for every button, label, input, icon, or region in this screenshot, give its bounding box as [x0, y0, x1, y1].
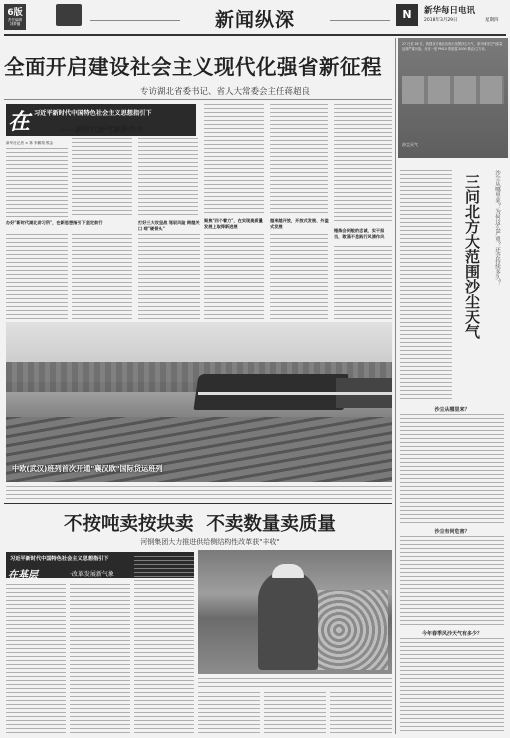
steel-worker-photo	[198, 550, 392, 674]
bottom-body-col-6	[330, 692, 392, 734]
sidebar-q1: 沙尘从哪里来？	[434, 407, 470, 413]
section-title: 新闻纵深	[214, 9, 295, 31]
sidebar-q2-body	[400, 536, 504, 626]
sidebar-intro: 27 日至 28 日，我国北方地区出现大范围沙尘天气，部分城市空气质量达到严重污染。北京一度 PM10 浓度超 2000 微克/立方米。	[402, 42, 503, 51]
top-body-col-2	[138, 138, 198, 218]
sidebar-icon-tiles	[402, 76, 504, 104]
sidebar-q2: 沙尘有何危害？	[434, 529, 470, 535]
top-body-col-5	[334, 104, 392, 224]
reporter-line: 新华社记者 × 林 李鹏翔 熊金	[6, 141, 54, 145]
bottom-body-col-2	[70, 584, 130, 734]
train-photo	[6, 322, 392, 482]
bottom-column-title: 习近平新时代中国特色社会主义思想指引下	[10, 556, 109, 562]
top-section-head-1: 办好"新时代湖北讲习所"，在新思想指引下坚定前行	[6, 220, 103, 225]
train-stripe	[198, 392, 392, 395]
bottom-body-col-3	[134, 556, 194, 734]
bottom-column-slogan: ·改革发展新气象	[70, 571, 114, 578]
sidebar-side-note: 沙尘从哪里来？为何这么严重？还会持续多久？	[494, 170, 500, 286]
train-photo-credit	[6, 486, 392, 500]
bottom-column-sub: 在基层	[8, 570, 38, 581]
top-body-col-1	[6, 148, 68, 218]
bottom-body-col-5	[264, 692, 326, 734]
page-number-badge	[4, 4, 26, 30]
column-slogan: ——新时代新气象新作为	[60, 125, 143, 134]
page-editor-name: 刘梦璐	[9, 22, 21, 26]
top-section-head-3: 聚焦"四个着力"，在实现高质量发展上取得新进展	[204, 218, 263, 229]
paper-logo-icon: N	[396, 4, 418, 26]
issue-date: 2018年3月29日	[424, 18, 458, 23]
bottom-body-col-1	[6, 584, 66, 734]
top-subhead: 专访湖北省委书记、省人大常委会主任蒋超良	[139, 87, 310, 97]
page-number: 6版	[7, 8, 23, 18]
steel-worker-helmet	[272, 564, 304, 578]
top-section-head-4: 越来越开放，开放式发展、外溢式发展	[270, 218, 329, 229]
sidebar-top-photo	[398, 38, 508, 158]
masthead-logo-mark	[56, 4, 82, 26]
top-headline: 全面开启建设社会主义现代化强省新征程	[4, 55, 382, 79]
train-photo-caption: 中欧(武汉)班列首次开通"襄汉欧"国际货运班列	[12, 464, 163, 473]
steel-worker-figure	[258, 570, 318, 670]
paper-name: 新华每日电讯	[424, 6, 476, 16]
masthead	[0, 0, 510, 38]
steel-coils	[318, 590, 388, 670]
steel-photo-caption	[198, 678, 392, 688]
bottom-story-rule	[4, 503, 392, 504]
top-section-head-2: 打好三大攻坚战 驾驭风险 跨越关口 啃"硬骨头"	[138, 220, 200, 231]
page-editor-label: 责任编辑	[8, 18, 22, 22]
sidebar-q3: 今年春季风沙天气有多少？	[421, 631, 482, 637]
top-body-col-1b	[72, 138, 132, 218]
bottom-headline: 不按吨卖按块卖 不卖数量卖质量	[64, 514, 336, 535]
sidebar-q3-body	[400, 638, 504, 734]
sidebar-col-a	[400, 170, 452, 400]
bottom-body-col-4	[198, 692, 260, 734]
masthead-right-rule	[330, 20, 390, 21]
column-badge-title: 习近平新时代中国特色社会主义思想指引下	[34, 110, 152, 117]
column-badge-char: 在	[8, 109, 31, 135]
issue-weekday: 星期四	[485, 18, 499, 23]
top-section-head-5: 锤炼会剑般的忠诚，实干担当，敢涌不息践行风清作风	[334, 228, 385, 239]
sidebar-big-title: 三问北方大范围沙尘天气	[463, 174, 481, 339]
masthead-left-rule	[90, 20, 180, 21]
top-body-col-3	[204, 104, 264, 214]
masthead-rule	[4, 34, 506, 36]
sidebar-q1-body	[400, 414, 504, 524]
column-divider	[395, 38, 396, 734]
top-body-col-4	[270, 104, 328, 214]
sidebar-photo-label: 沙尘天气	[402, 142, 418, 147]
bottom-subhead: 河钢集团大力推进供给侧结构性改革获"丰收"	[140, 538, 280, 546]
headline-rule	[4, 99, 392, 100]
